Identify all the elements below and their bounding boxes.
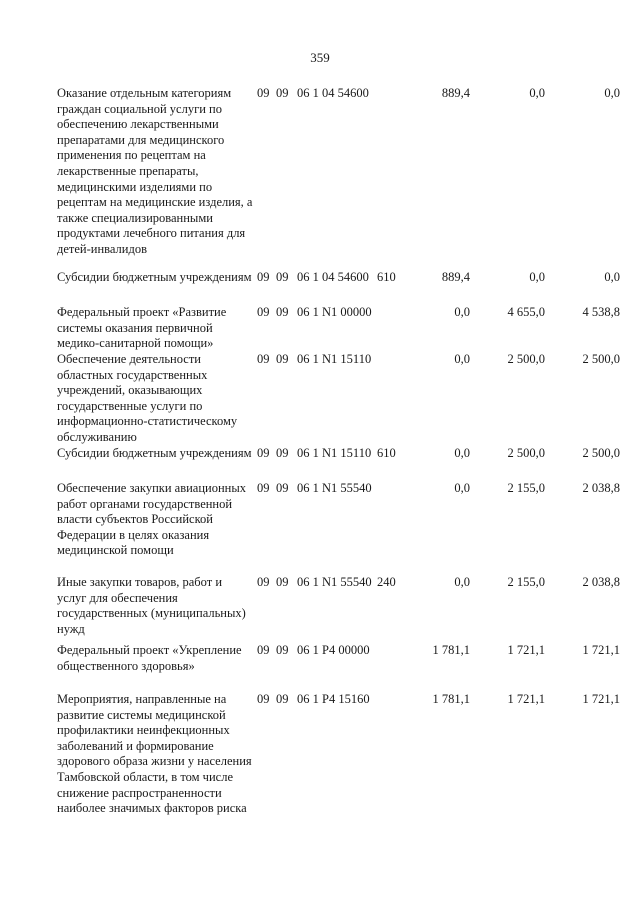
row-expense-type: 610 [377, 270, 396, 284]
row-name: Субсидии бюджетным учреждениям [57, 446, 252, 460]
row-value-1: 0,0 [454, 481, 470, 495]
row-target-article: 06 1 04 54600 [297, 86, 369, 100]
row-target-article: 06 1 N1 00000 [297, 305, 372, 319]
row-name: Оказание отдельным категориям граждан социальной услуги по обеспечению лекарственными препаратами для медицинского применения по рецептам на лекарственные препараты, медицинскими изделиями по рецептам на медицинские изделия, а также специализированными продуктами лечебного питания для детей-инвалидов [57, 86, 253, 256]
row-section: 09 [257, 575, 270, 589]
row-value-3: 0,0 [604, 86, 620, 100]
row-section: 09 [257, 481, 270, 495]
row-value-3: 1 721,1 [582, 692, 620, 706]
row-target-article: 06 1 N1 15110 [297, 352, 372, 366]
page-number: 359 [310, 50, 330, 65]
table-row [57, 86, 640, 266]
row-subsection: 09 [276, 270, 289, 284]
row-value-2: 0,0 [529, 86, 545, 100]
row-expense-type: 240 [377, 575, 396, 589]
row-section: 09 [257, 643, 270, 657]
row-value-3: 0,0 [604, 270, 620, 284]
row-value-3: 1 721,1 [582, 643, 620, 657]
row-section: 09 [257, 352, 270, 366]
row-subsection: 09 [276, 692, 289, 706]
row-value-2: 2 500,0 [507, 352, 545, 366]
row-name: Федеральный проект «Развитие системы оказания первичной медико-санитарной помощи» [57, 305, 227, 351]
row-name: Обеспечение закупки авиационных работ органами государственной власти субъектов Российской Федерации в целях оказания медицинской помощи [57, 481, 246, 558]
row-subsection: 09 [276, 446, 289, 460]
row-expense-type: 610 [377, 446, 396, 460]
row-value-1: 1 781,1 [432, 643, 470, 657]
table-row [57, 305, 640, 352]
table-row [57, 481, 640, 575]
row-section: 09 [257, 270, 270, 284]
row-value-2: 0,0 [529, 270, 545, 284]
row-target-article: 06 1 N1 55540 [297, 575, 372, 589]
row-section: 09 [257, 305, 270, 319]
row-value-3: 2 500,0 [582, 352, 620, 366]
row-target-article: 06 1 N1 15110 [297, 446, 372, 460]
row-section: 09 [257, 86, 270, 100]
row-name: Субсидии бюджетным учреждениям [57, 270, 252, 284]
row-target-article: 06 1 N1 55540 [297, 481, 372, 495]
table-row [57, 575, 640, 643]
row-name: Федеральный проект «Укрепление общественного здоровья» [57, 643, 242, 673]
row-subsection: 09 [276, 575, 289, 589]
table-row [57, 446, 640, 481]
row-section: 09 [257, 446, 270, 460]
row-target-article: 06 1 P4 00000 [297, 643, 370, 657]
row-subsection: 09 [276, 86, 289, 100]
row-value-1: 0,0 [454, 575, 470, 589]
row-target-article: 06 1 P4 15160 [297, 692, 370, 706]
table-row [57, 643, 640, 692]
row-name: Мероприятия, направленные на развитие системы медицинской профилактики неинфекционных заболеваний и формирование здорового образа жизни у населения Тамбовской области, в том числе снижение распространенности наиболее значимых факторов риска [57, 692, 252, 816]
row-subsection: 09 [276, 643, 289, 657]
row-value-1: 889,4 [441, 86, 470, 100]
row-value-3: 4 538,8 [582, 305, 620, 319]
row-name: Обеспечение деятельности областных государственных учреждений, оказывающих государственные услуги по информационно-статистическому обслуживанию [57, 352, 238, 444]
row-value-2: 2 500,0 [507, 446, 545, 460]
row-section: 09 [257, 692, 270, 706]
table-row [57, 692, 640, 832]
row-name: Иные закупки товаров, работ и услуг для обеспечения государственных (муниципальных) нужд [57, 575, 246, 636]
row-value-1: 0,0 [454, 446, 470, 460]
row-target-article: 06 1 04 54600 [297, 270, 369, 284]
budget-table [57, 86, 640, 828]
row-subsection: 09 [276, 352, 289, 366]
row-value-2: 2 155,0 [507, 575, 545, 589]
row-value-3: 2 038,8 [582, 575, 620, 589]
row-subsection: 09 [276, 305, 289, 319]
row-subsection: 09 [276, 481, 289, 495]
row-value-2: 1 721,1 [507, 692, 545, 706]
row-value-3: 2 500,0 [582, 446, 620, 460]
table-row [57, 270, 640, 305]
row-value-2: 4 655,0 [507, 305, 545, 319]
table-row [57, 352, 640, 446]
row-value-1: 1 781,1 [432, 692, 470, 706]
row-value-1: 0,0 [454, 305, 470, 319]
row-value-1: 889,4 [441, 270, 470, 284]
row-value-1: 0,0 [454, 352, 470, 366]
row-value-2: 2 155,0 [507, 481, 545, 495]
row-value-3: 2 038,8 [582, 481, 620, 495]
row-value-2: 1 721,1 [507, 643, 545, 657]
